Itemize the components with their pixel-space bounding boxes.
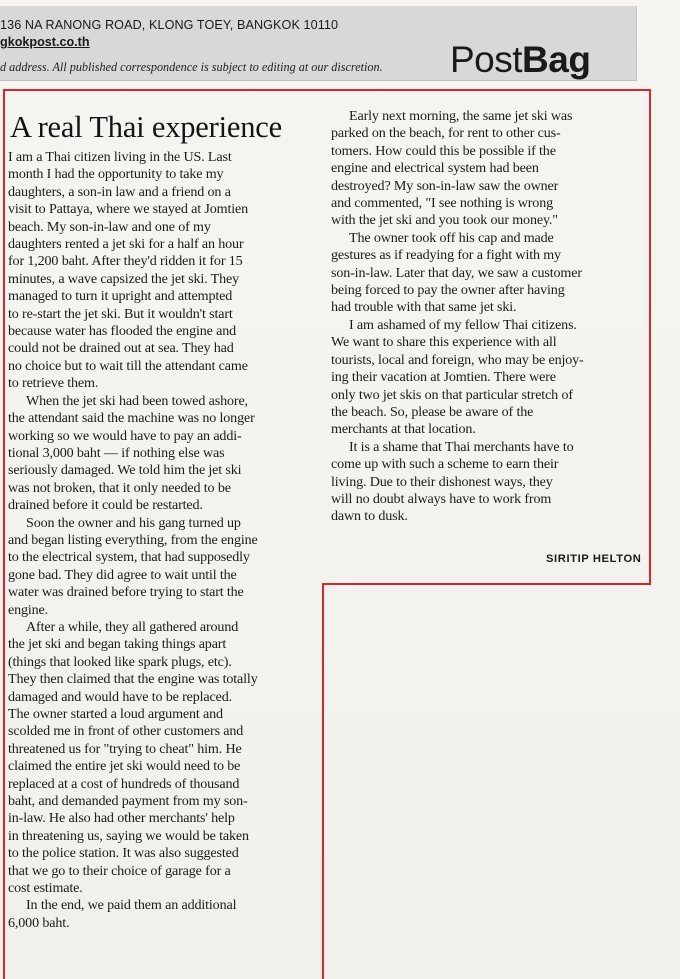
text-line: for 1,200 baht. After they'd ridden it for 15 (8, 253, 243, 270)
letter-column-right (331, 108, 639, 526)
text-line: parked on the beach, for rent to other cus- (331, 125, 561, 142)
text-line: to retrieve them. (8, 375, 99, 392)
text-line: only two jet skis on that particular stretch of (331, 386, 573, 403)
text-line: son-in-law. Later that day, we saw a customer (331, 264, 582, 281)
text-line: to the electrical system, that had supposedly (8, 549, 250, 566)
text-line: and commented, "I see nothing is wrong (331, 195, 553, 212)
masthead-post: Post (450, 39, 523, 80)
text-line: The owner took off his cap and made (349, 229, 554, 246)
text-line: will no doubt always have to work from (331, 490, 552, 507)
text-line: to the police station. It was also suggested (8, 845, 239, 862)
text-line: engine and electrical system had been (331, 160, 539, 177)
text-line: with the jet ski and you took our money." (331, 212, 558, 229)
letter-paragraph (8, 393, 316, 515)
text-line: no choice but to wait till the attendant came (8, 357, 248, 374)
text-line: baht, and demanded payment from my son- (8, 793, 248, 810)
letter-paragraph (8, 897, 316, 932)
text-line: the beach. So, please be aware of the (331, 403, 534, 420)
letter-paragraph (331, 230, 639, 317)
letter-paragraph (8, 515, 316, 619)
letter-paragraph (8, 619, 316, 898)
text-line: ing their vacation at Jomtien. There were (331, 369, 556, 386)
text-line: The owner started a loud argument and (8, 706, 223, 722)
letter-column-left (8, 149, 316, 932)
website-link[interactable]: gkokpost.co.th (0, 35, 90, 49)
letter-paragraph (331, 317, 639, 439)
text-line: was not broken, that it only needed to be (8, 479, 231, 496)
text-line: tional 3,000 baht — if nothing else was (8, 444, 225, 461)
text-line: 6,000 baht. (8, 914, 70, 931)
text-line: engine. (8, 601, 49, 618)
text-line: minutes, a wave capsized the jet ski. They (8, 270, 240, 287)
text-line: come up with such a scheme to earn their (331, 456, 559, 473)
text-line: the jet ski and began taking things apart (8, 636, 227, 653)
text-line: the attendant said the machine was no longer (8, 410, 255, 427)
postbag-masthead (450, 40, 590, 80)
text-line: daughters, a son-in law and a friend on a (8, 183, 231, 200)
text-line: destroyed? My son-in-law saw the owner (331, 177, 559, 194)
text-line: had trouble with that same jet ski. (331, 299, 517, 316)
text-line: replaced at a cost of hundreds of thousand (8, 775, 240, 792)
text-line: scolded me in front of other customers and (8, 723, 244, 740)
masthead-bag: Bag (522, 39, 591, 80)
text-line: seriously damaged. We told him the jet ski (8, 462, 242, 479)
text-line: could not be drained out at sea. They had (8, 340, 234, 357)
text-line: in-law. He also had other merchants' help (8, 810, 235, 827)
text-line: threatened us for "trying to cheat" him. He (8, 740, 242, 757)
text-line: After a while, they all gathered around (26, 618, 239, 635)
text-line: gone bad. They did agree to wait until the (8, 566, 237, 583)
text-line: working so we would have to pay an addi- (8, 427, 242, 444)
text-line: daughters rented a jet ski for a half an hour (8, 236, 244, 253)
letter-paragraph (331, 439, 639, 526)
text-line: They then claimed that the engine was totally (8, 671, 258, 688)
text-line: cost estimate. (8, 880, 83, 897)
section-header (0, 6, 637, 81)
text-line: claimed the entire jet ski would need to be (8, 758, 241, 775)
text-line: When the jet ski had been towed ashore, (26, 392, 248, 409)
text-line: that we go to their choice of garage for a (8, 862, 231, 879)
text-line: living. Due to their dishonest ways, they (331, 473, 553, 490)
letter-signature: SIRITIP HELTON (546, 553, 642, 565)
letter-headline: A real Thai experience (10, 110, 282, 144)
text-line: tomers. How could this be possible if the (331, 142, 556, 159)
mailing-address: 136 NA RANONG ROAD, KLONG TOEY, BANGKOK 10110 (0, 18, 339, 32)
text-line: water was drained before trying to start the (8, 584, 244, 601)
text-line: to re-start the jet ski. But it wouldn't start (8, 305, 233, 322)
text-line: It is a shame that Thai merchants have to (349, 438, 574, 455)
text-line: dawn to dusk. (331, 508, 408, 525)
text-line: Soon the owner and his gang turned up (26, 514, 241, 531)
text-line: because water has flooded the engine and (8, 323, 237, 340)
text-line: (things that looked like spark plugs, etc). (8, 653, 232, 670)
letter-paragraph (331, 108, 639, 230)
text-line: beach. My son-in-law and one of my (8, 218, 211, 235)
text-line: in threatening us, saying we would be taken (8, 827, 249, 844)
text-line: being forced to pay the owner after having (331, 282, 565, 299)
text-line: merchants at that location. (331, 421, 476, 438)
text-line: damaged and would have to be replaced. (8, 688, 233, 705)
text-line: managed to turn it upright and attempted (8, 288, 233, 305)
text-line: I am ashamed of my fellow Thai citizens. (349, 316, 577, 333)
text-line: In the end, we paid them an additional (26, 897, 237, 914)
text-line: drained before it could be restarted. (8, 497, 203, 514)
text-line: gestures as if readying for a fight with my (331, 247, 561, 264)
text-line: and began listing everything, from the engine (8, 531, 258, 548)
letter-paragraph (8, 149, 316, 393)
text-line: We want to share this experience with all (331, 334, 557, 351)
text-line: I am a Thai citizen living in the US. Last (8, 149, 232, 165)
text-line: visit to Pattaya, where we stayed at Jomtien (8, 201, 248, 218)
text-line: Early next morning, the same jet ski was (349, 108, 573, 124)
text-line: tourists, local and foreign, who may be enjoy- (331, 351, 584, 368)
editorial-note: d address. All published correspondence is subject to editing at our discretion. (0, 60, 383, 74)
text-line: month I had the opportunity to take my (8, 166, 224, 183)
